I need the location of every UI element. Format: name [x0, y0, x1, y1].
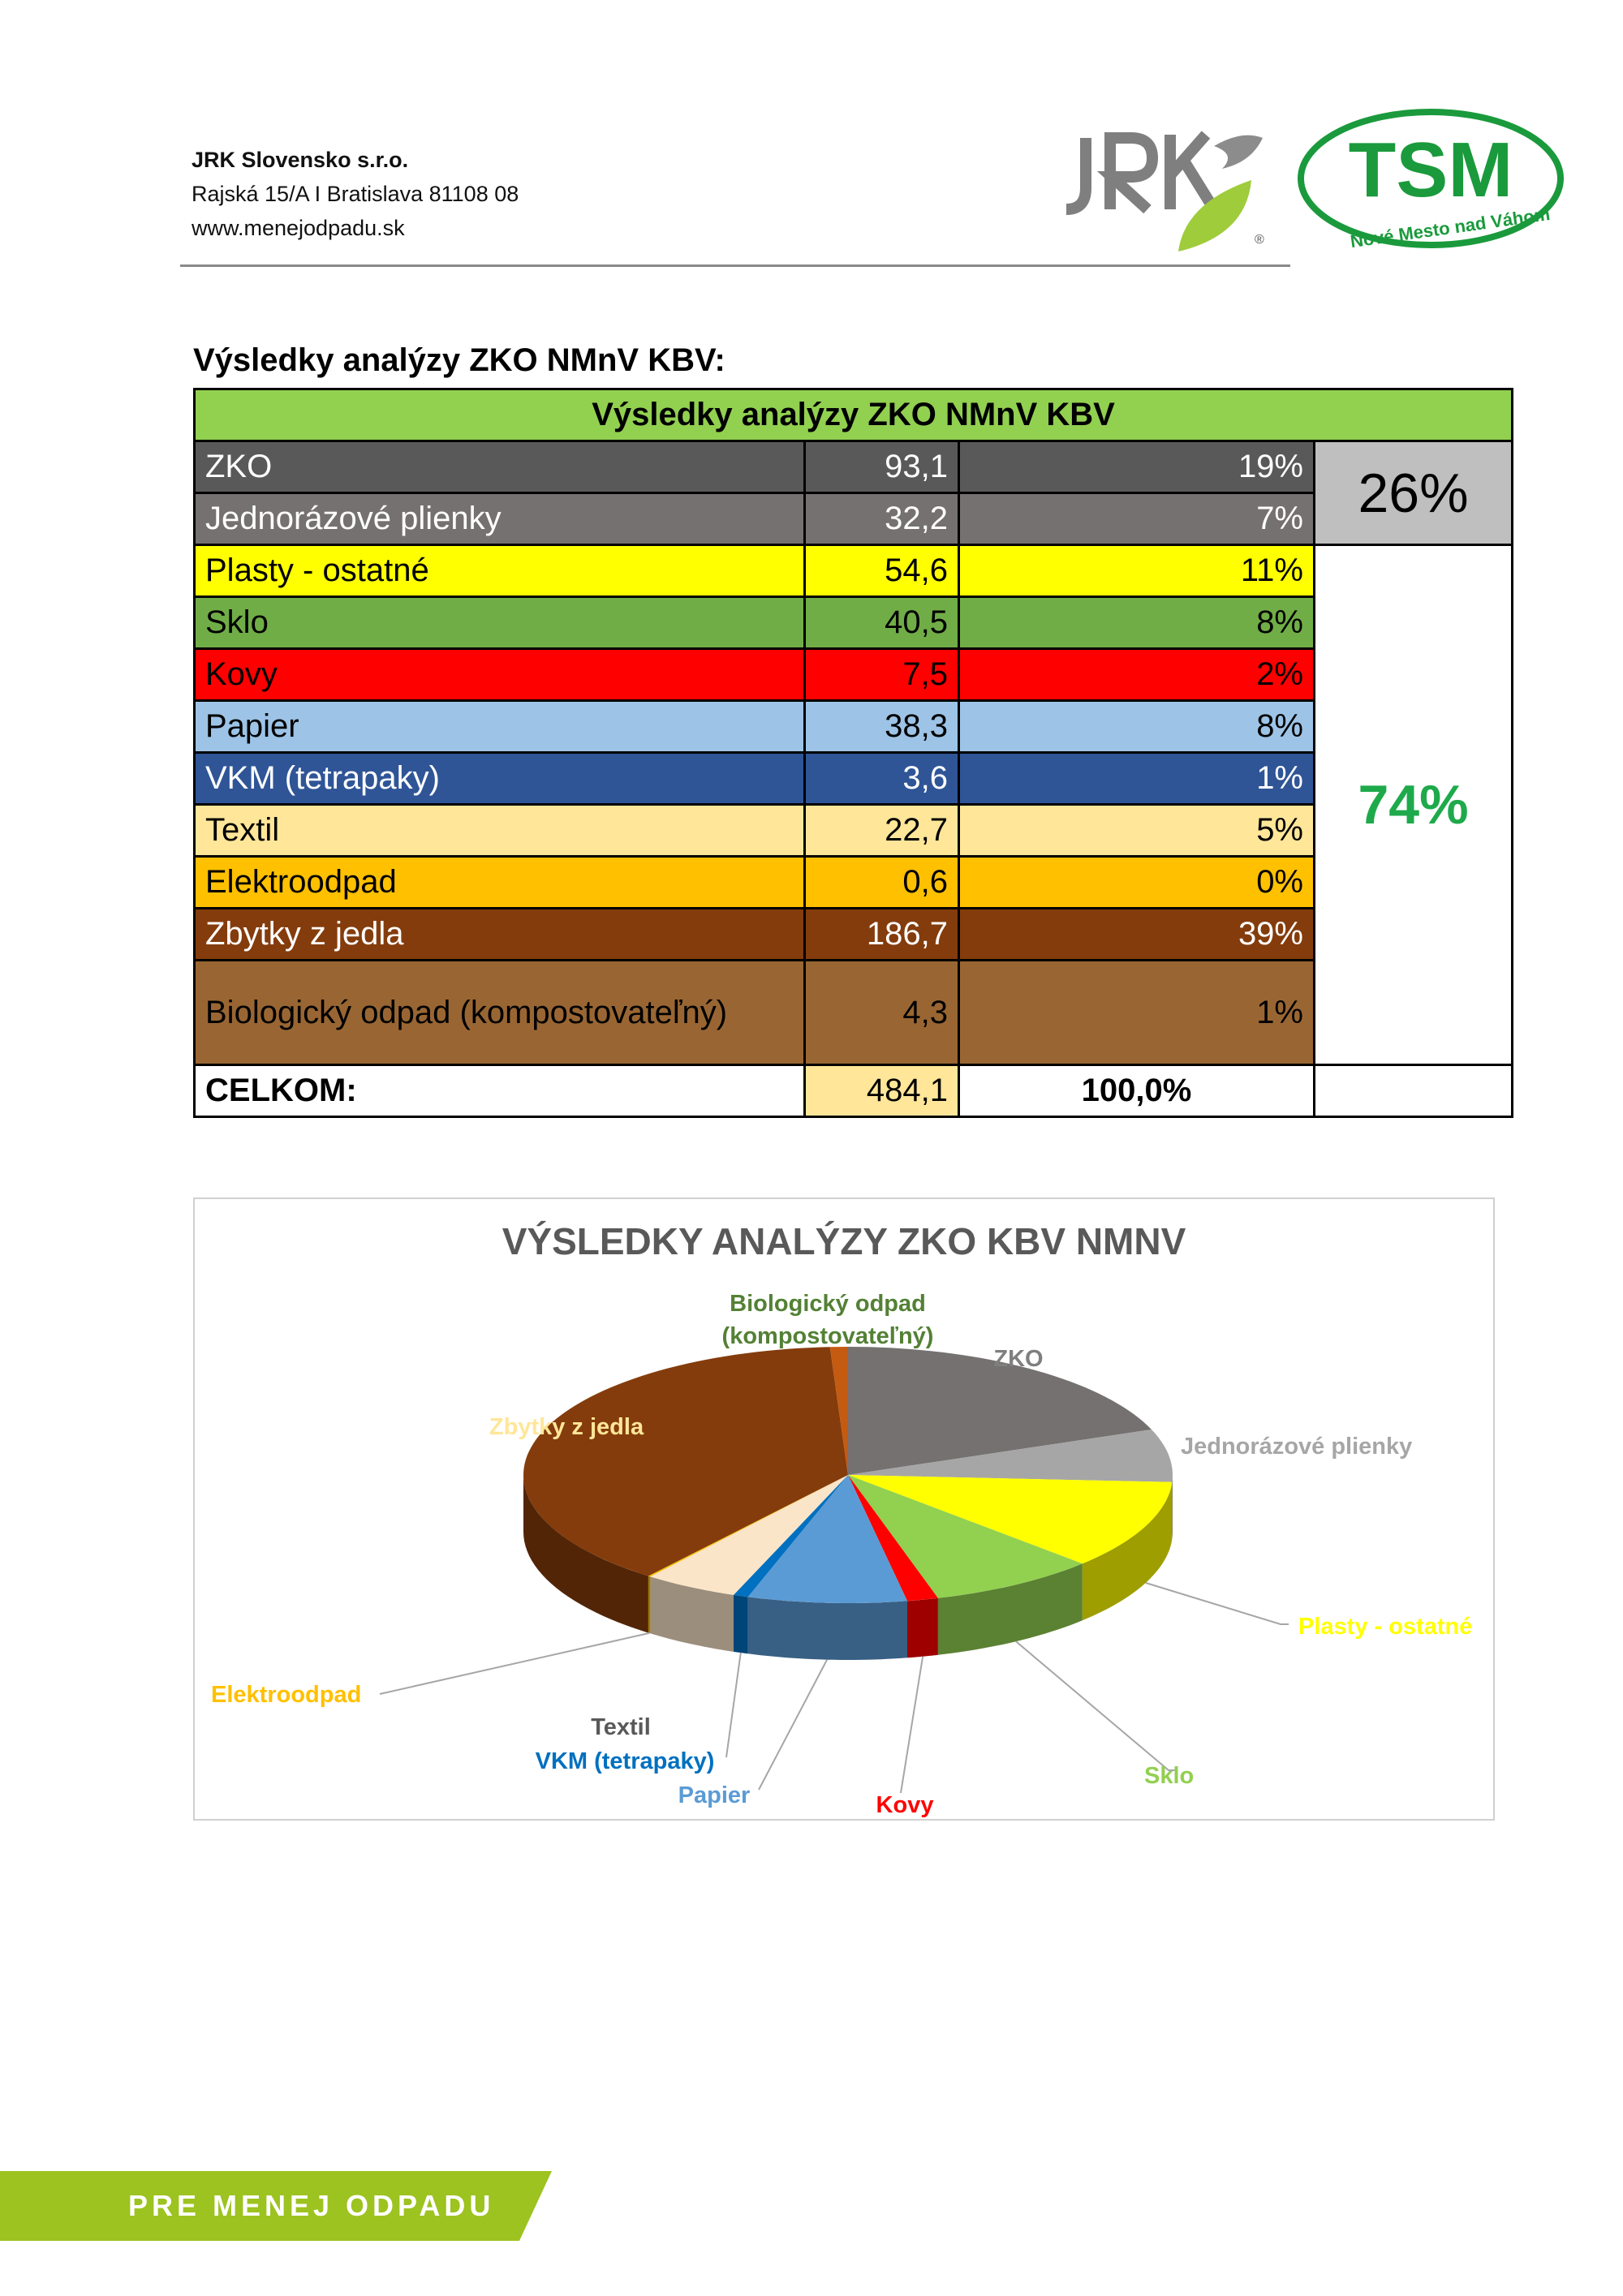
pie-leader-line [380, 1633, 649, 1694]
row-percent: 2% [959, 649, 1315, 701]
pie-slice-side [748, 1597, 907, 1660]
table-title: Výsledky analýzy ZKO NMnV KBV [195, 389, 1513, 441]
jrk-logo [1063, 114, 1274, 252]
pie-leader-line [759, 1660, 827, 1790]
row-label: Biologický odpad (kompostovateľný) [195, 961, 805, 1065]
pie-leader-line [1146, 1583, 1289, 1624]
pie-leader-line [1016, 1641, 1177, 1770]
pie-label: VKM (tetrapaky) [535, 1748, 715, 1774]
row-percent: 0% [959, 857, 1315, 909]
row-label: Jednorázové plienky [195, 493, 805, 545]
company-address: Rajská 15/A I Bratislava 81108 08 [192, 182, 519, 206]
row-label: VKM (tetrapaky) [195, 753, 805, 805]
total-value: 484,1 [805, 1065, 959, 1117]
row-percent: 8% [959, 597, 1315, 649]
pie-leader-line [726, 1653, 741, 1757]
row-percent: 7% [959, 493, 1315, 545]
pie-label: Sklo [1144, 1763, 1195, 1789]
svg-text:®: ® [1255, 233, 1264, 247]
row-label: Sklo [195, 597, 805, 649]
footer-slogan: PRE MENEJ ODPADU [128, 2189, 495, 2222]
pie-slice-side [1172, 1475, 1173, 1539]
row-label: Textil [195, 805, 805, 857]
total-empty-cell [1315, 1065, 1513, 1117]
row-label: Plasty - ostatné [195, 545, 805, 597]
row-label: Elektroodpad [195, 857, 805, 909]
total-label: CELKOM: [195, 1065, 805, 1117]
pie-chart [193, 1197, 1495, 1821]
pie-slice-side [734, 1595, 748, 1653]
row-value: 3,6 [805, 753, 959, 805]
row-percent: 11% [959, 545, 1315, 597]
row-value: 54,6 [805, 545, 959, 597]
pie-label: Plasty - ostatné [1298, 1614, 1473, 1640]
row-value: 4,3 [805, 961, 959, 1065]
pie-label: Biologický odpad (kompostovateľný) [721, 1291, 934, 1349]
header-divider [180, 264, 1290, 267]
row-value: 186,7 [805, 909, 959, 961]
company-info [192, 143, 519, 245]
pie-label: Textil [591, 1714, 651, 1740]
row-percent: 5% [959, 805, 1315, 857]
row-label: ZKO [195, 441, 805, 493]
pie-label: Jednorázové plienky [1181, 1434, 1413, 1460]
row-percent: 19% [959, 441, 1315, 493]
table-row [195, 441, 1513, 493]
row-label: Zbytky z jedla [195, 909, 805, 961]
row-percent: 8% [959, 701, 1315, 753]
row-value: 32,2 [805, 493, 959, 545]
pie-chart-svg [195, 1199, 1493, 1819]
row-label: Kovy [195, 649, 805, 701]
pie-leader-line [901, 1657, 923, 1793]
total-row [195, 1065, 1513, 1117]
row-value: 0,6 [805, 857, 959, 909]
row-value: 7,5 [805, 649, 959, 701]
total-percent: 100,0% [959, 1065, 1315, 1117]
tsm-logo-subtext: Nové Mesto nad Váhom [1349, 203, 1552, 252]
table-row [195, 545, 1513, 597]
pie-label: ZKO [993, 1346, 1044, 1372]
row-value: 93,1 [805, 441, 959, 493]
results-table [193, 388, 1513, 1118]
pie-slice-side [907, 1598, 938, 1658]
pie-label: Papier [678, 1782, 751, 1808]
group-percent-separable: 74% [1315, 545, 1513, 1065]
table-title-row [195, 389, 1513, 441]
row-value: 22,7 [805, 805, 959, 857]
pie-slice-side [648, 1576, 651, 1634]
company-name: JRK Slovensko s.r.o. [192, 148, 409, 172]
chart-title: VÝSLEDKY ANALÝZY ZKO KBV NMNV [502, 1220, 1186, 1262]
tsm-logo [1297, 105, 1565, 252]
pie-label: Elektroodpad [211, 1682, 362, 1708]
section-title: Výsledky analýzy ZKO NMnV KBV: [193, 342, 725, 378]
tsm-logo-text: TSM [1348, 127, 1513, 213]
row-label: Papier [195, 701, 805, 753]
row-percent: 1% [959, 961, 1315, 1065]
pie-label: Zbytky z jedla [489, 1414, 644, 1440]
row-percent: 1% [959, 753, 1315, 805]
row-value: 40,5 [805, 597, 959, 649]
group-percent-residual: 26% [1315, 441, 1513, 545]
company-website: www.menejodpadu.sk [192, 216, 405, 240]
row-value: 38,3 [805, 701, 959, 753]
pie-label: Kovy [876, 1792, 934, 1818]
row-percent: 39% [959, 909, 1315, 961]
